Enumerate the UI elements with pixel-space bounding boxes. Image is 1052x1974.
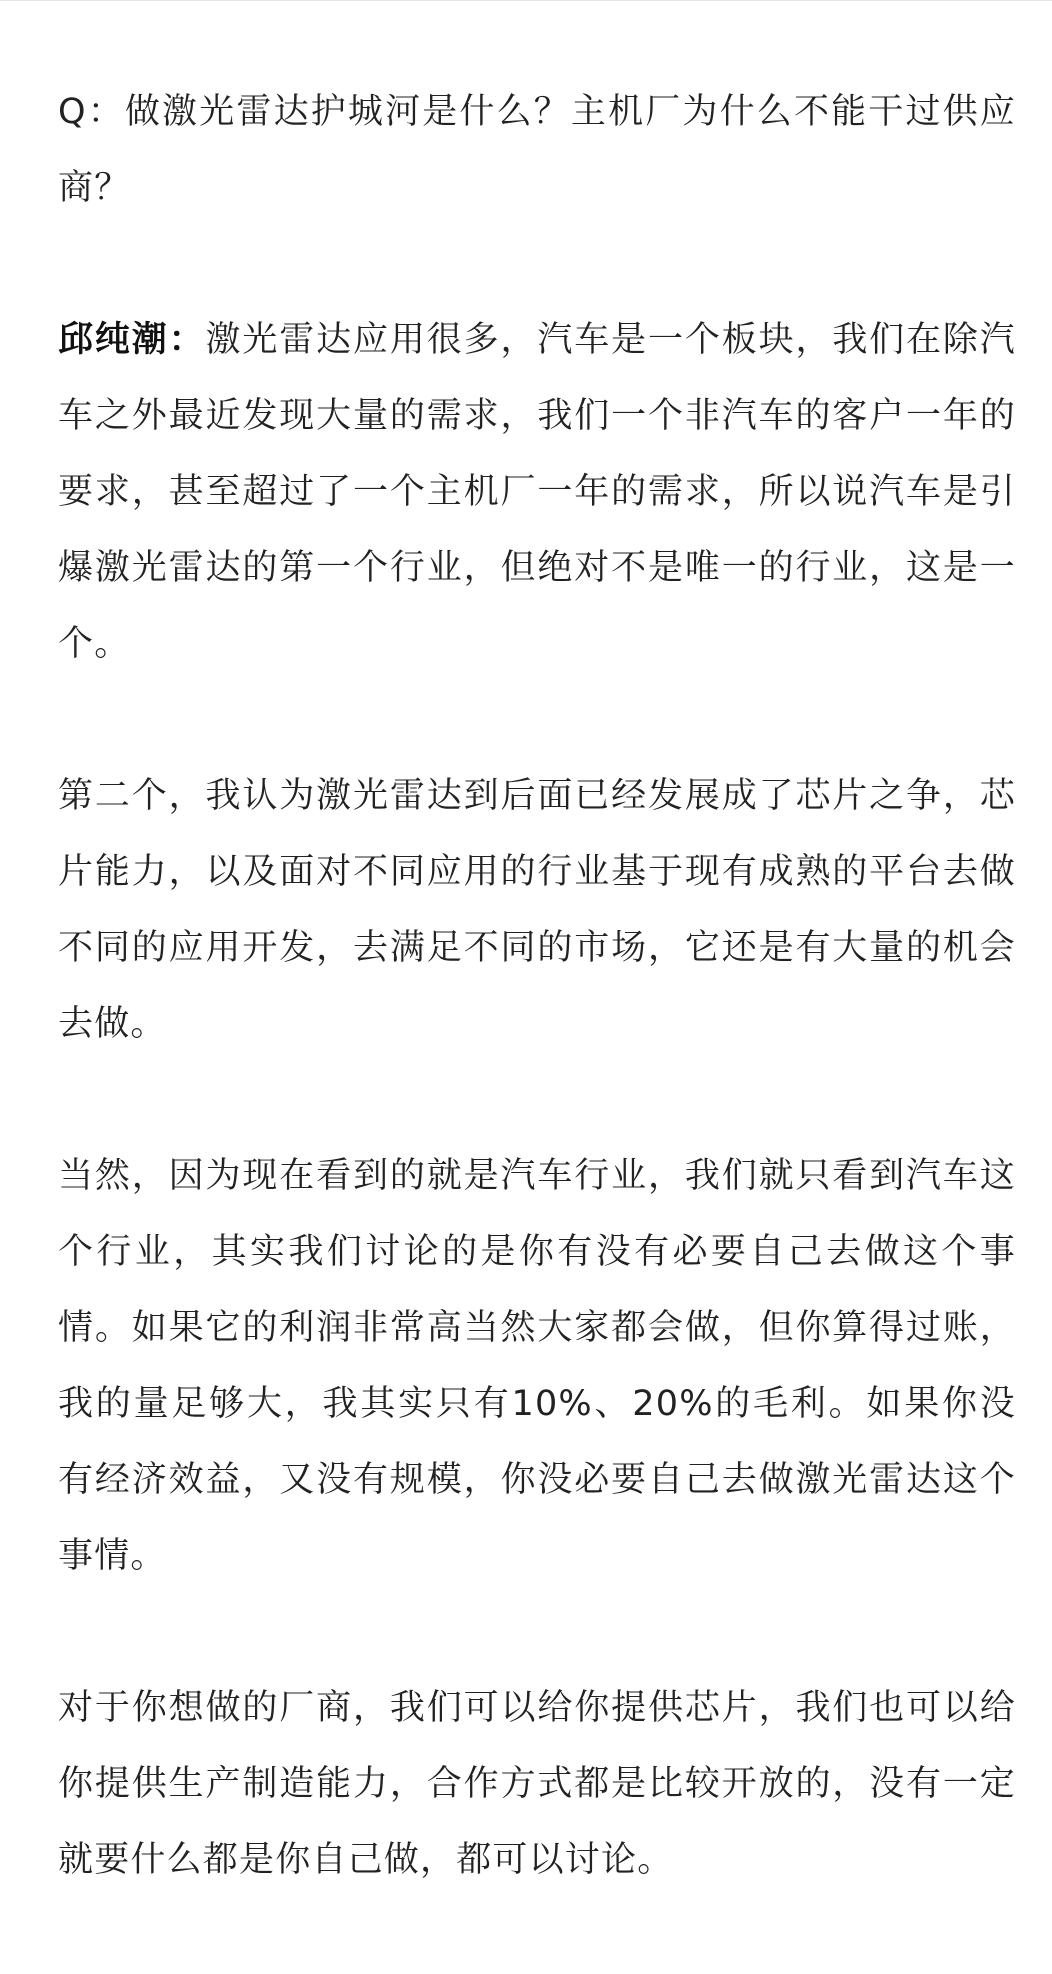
- speaker-name: 邱纯潮：: [58, 320, 206, 360]
- question-paragraph: Q：做激光雷达护城河是什么？主机厂为什么不能干过供应商？: [58, 92, 1016, 208]
- answer-paragraph-2: 第二个，我认为激光雷达到后面已经发展成了芯片之争，芯片能力，以及面对不同应用的行业基于现有成熟的平台去做不同的应用开发，去满足不同的市场，它还是有大量的机会去做。: [58, 776, 1016, 1044]
- article-body: [58, 74, 1016, 1974]
- answer-paragraph-4: 对于你想做的厂商，我们可以给你提供芯片，我们也可以给你提供生产制造能力，合作方式都是比较开放的，没有一定就要什么都是你自己做，都可以讨论。: [58, 1688, 1016, 1880]
- top-divider: [0, 0, 1052, 1]
- answer-paragraph-3: 当然，因为现在看到的就是汽车行业，我们就只看到汽车这个行业，其实我们讨论的是你有没有必要自己去做这个事情。如果它的利润非常高当然大家都会做，但你算得过账，我的量足够大，我其实只有10%、20%的毛利。如果你没有经济效益，又没有规模，你没必要自己去做激光雷达这个事情。: [58, 1156, 1016, 1576]
- answer-text-1: 激光雷达应用很多，汽车是一个板块，我们在除汽车之外最近发现大量的需求，我们一个非汽车的客户一年的要求，甚至超过了一个主机厂一年的需求，所以说汽车是引爆激光雷达的第一个行业，但绝对不是唯一的行业，这是一个。: [58, 320, 1016, 664]
- answer-paragraph-1: [58, 302, 1016, 682]
